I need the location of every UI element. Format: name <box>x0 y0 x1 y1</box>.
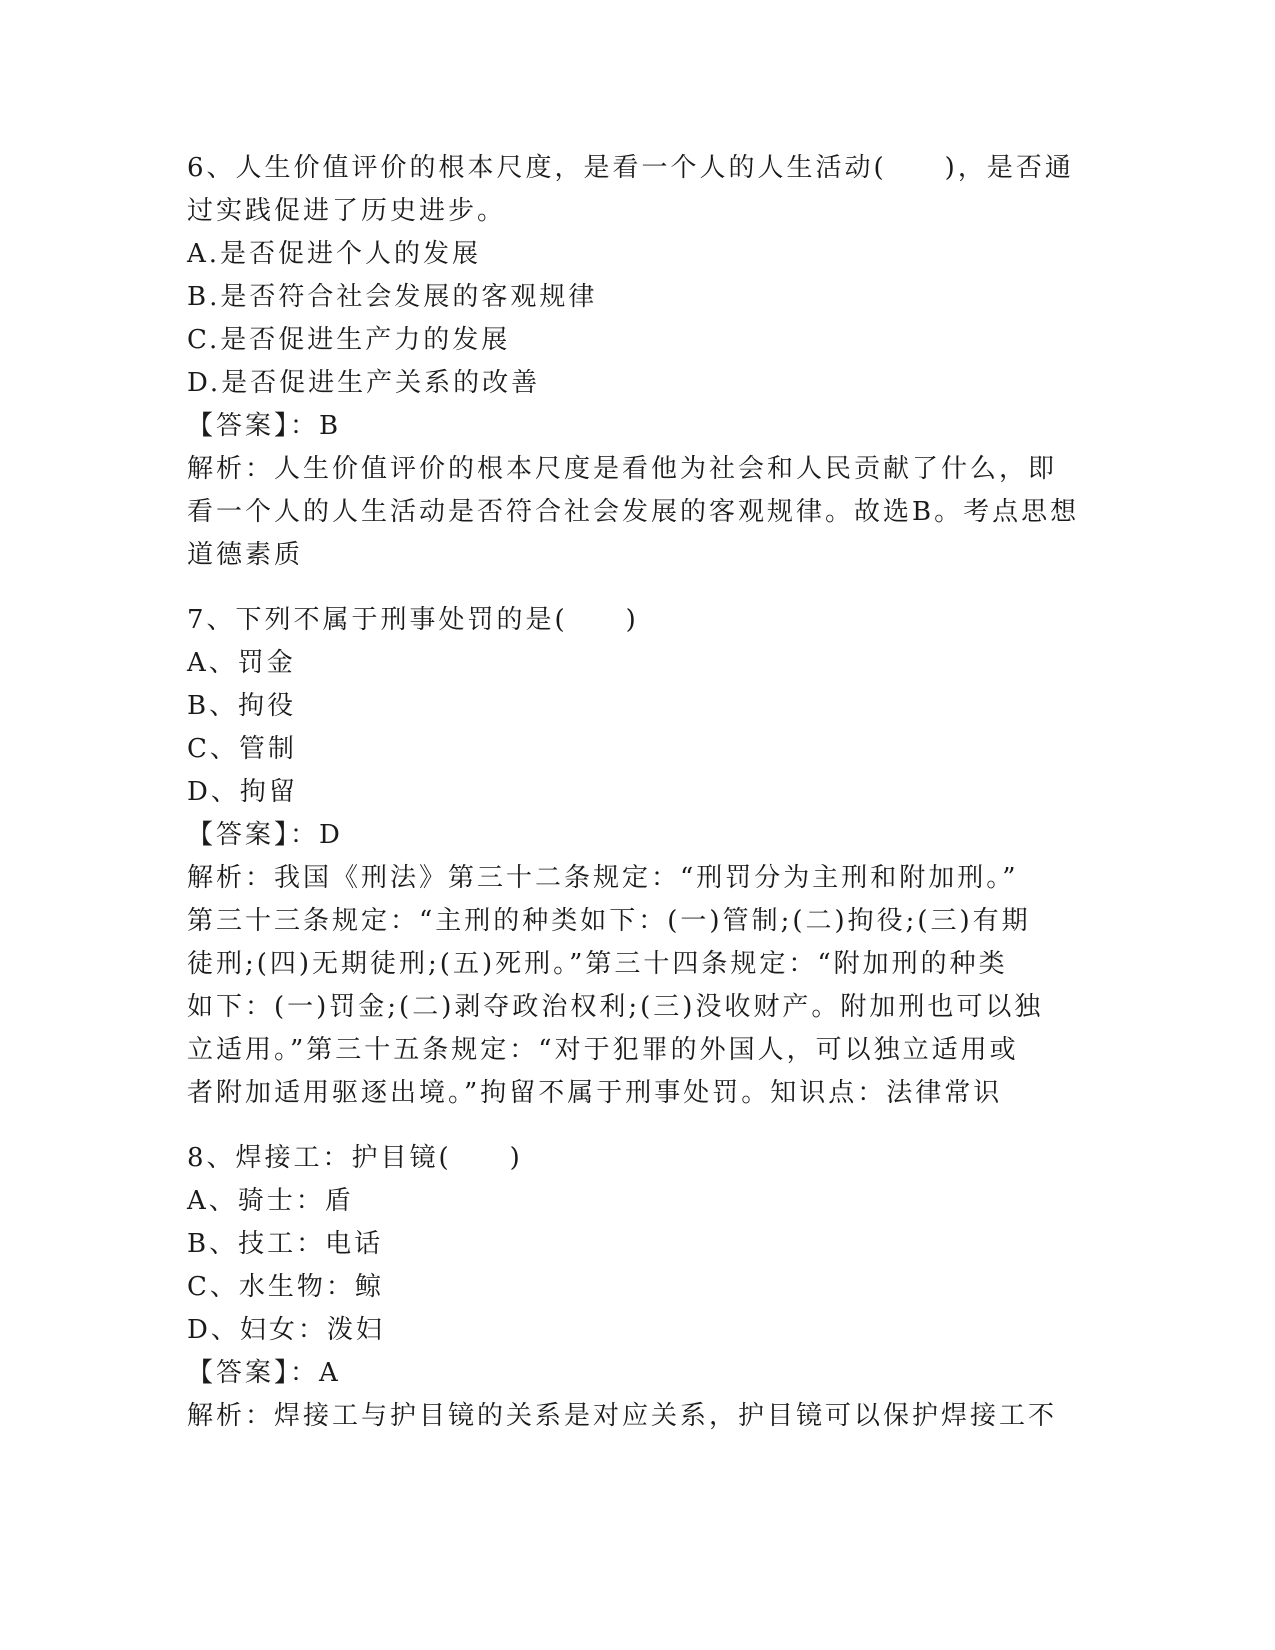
option-b: B.是否符合社会发展的客观规律 <box>187 282 598 312</box>
question-spacer <box>187 1115 1087 1137</box>
answer-line: 【答案】：D <box>187 820 343 850</box>
analysis-line: 徒刑;(四)无期徒刑;(五)死刑。”第三十四条规定：“附加刑的种类 <box>187 949 1008 979</box>
analysis-line: 解析：焊接工与护目镜的关系是对应关系，护目镜可以保护焊接工不 <box>187 1401 1058 1431</box>
option-d: D、拘留 <box>187 777 298 807</box>
option-d: D、妇女：泼妇 <box>187 1315 385 1345</box>
option-b: B、技工：电话 <box>187 1229 384 1259</box>
answer-line: 【答案】：A <box>187 1358 341 1388</box>
option-c: C、管制 <box>187 734 297 764</box>
option-a: A.是否促进个人的发展 <box>187 239 482 269</box>
analysis-line: 第三十三条规定：“主刑的种类如下：(一)管制;(二)拘役;(三)有期 <box>187 906 1031 936</box>
option-b: B、拘役 <box>187 691 297 721</box>
document-content <box>187 147 1087 1438</box>
question-block <box>187 147 1087 577</box>
question-block <box>187 599 1087 1115</box>
question-stem-line: 7、下列不属于刑事处罚的是( ) <box>187 605 639 635</box>
question-stem-line: 6、人生价值评价的根本尺度，是看一个人的人生活动( )，是否通 <box>187 153 1074 183</box>
analysis-line: 解析：人生价值评价的根本尺度是看他为社会和人民贡献了什么，即 <box>187 454 1058 484</box>
question-stem-line: 8、焊接工：护目镜( ) <box>187 1143 523 1173</box>
question-block <box>187 1137 1087 1438</box>
analysis-line: 解析：我国《刑法》第三十二条规定：“刑罚分为主刑和附加刑。” <box>187 863 1019 893</box>
question-spacer <box>187 577 1087 599</box>
analysis-line: 立适用。”第三十五条规定：“对于犯罪的外国人，可以独立适用或 <box>187 1035 1019 1065</box>
answer-line: 【答案】：B <box>187 411 342 441</box>
option-c: C、水生物：鲸 <box>187 1272 384 1302</box>
analysis-line: 者附加适用驱逐出境。”拘留不属于刑事处罚。知识点：法律常识 <box>187 1078 1003 1108</box>
option-a: A、骑士：盾 <box>187 1186 354 1216</box>
analysis-line: 如下：(一)罚金;(二)剥夺政治权利;(三)没收财产。附加刑也可以独 <box>187 992 1044 1022</box>
option-a: A、罚金 <box>187 648 296 678</box>
analysis-line: 看一个人的人生活动是否符合社会发展的客观规律。故选B。考点思想 <box>187 497 1080 527</box>
analysis-line: 道德素质 <box>187 540 304 570</box>
question-stem-line: 过实践促进了历史进步。 <box>187 196 507 226</box>
option-c: C.是否促进生产力的发展 <box>187 325 511 355</box>
option-d: D.是否促进生产关系的改善 <box>187 368 541 398</box>
